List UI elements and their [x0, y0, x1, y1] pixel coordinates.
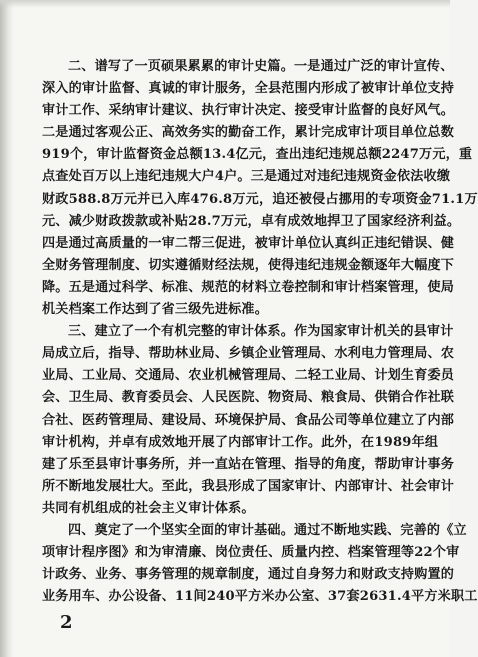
scan-shadow-top [0, 0, 450, 8]
text-line: 审计工作、采纳审计建议、执行审计决定、接受审计监督的良好风气。 [42, 103, 455, 119]
text-line: 深入的审计监督、真诚的审计服务，全县范围内形成了被审计单位支持 [42, 81, 455, 97]
page-number: 2 [60, 612, 73, 633]
text-line: 降。五是通过科学、标准、规范的材料立卷控制和审计档案管理，使局 [42, 279, 455, 295]
text-line: 三、建立了一个有机完整的审计体系。作为国家审计机关的县审计 [68, 324, 454, 340]
text-line: 二、谱写了一页硕果累累的审计史篇。一是通过广泛的审计宣传、 [68, 59, 454, 74]
text-line: 点查处百万以上违纪违规大户4户。三是通过对违纪违规资金依法收缴 [42, 169, 451, 185]
scan-shadow-left [0, 0, 14, 657]
text-line: 局成立后，指导、帮助林业局、乡镇企业管理局、水利电力管理局、农 [42, 346, 455, 362]
text-line: 计政务、业务、事务管理的规章制度，通过自身努力和财政支持购置的 [42, 567, 455, 583]
text-line: 919个，审计监督资金总额13.4亿元，查出违纪违规总额2247万元，重 [42, 147, 473, 163]
text-line: 机关档案工作达到了省三级先进标准。 [42, 302, 268, 318]
text-line: 合社、医药管理局、建设局、环境保护局、食品公司等单位建立了内部 [42, 412, 455, 428]
text-line: 全财务管理制度、切实遵循财经法规，使得违纪违规金额逐年大幅度下 [42, 257, 455, 273]
text-line: 共同有机组成的社会主义审计体系。 [42, 500, 255, 516]
text-line: 二是通过客观公正、高效务实的勤奋工作，累计完成审计项目单位总数 [42, 125, 455, 141]
text-line: 项审计程序图》和为审清廉、岗位责任、质量内控、档案管理等22个审 [42, 545, 460, 561]
body-text [42, 56, 478, 608]
text-line: 财政588.8万元并已入库476.8万元，追还被侵占挪用的专项资金71.1万 [42, 191, 478, 207]
text-line: 业务用车、办公设备、11间240平方米办公室、37套2631.4平方米职工 [42, 589, 478, 605]
text-line: 建了乐至县审计事务所，并一直站在管理、指导的角度，帮助审计事务 [42, 456, 455, 472]
text-line: 四、奠定了一个坚实全面的审计基础。通过不断地实践、完善的《立 [68, 522, 467, 538]
text-line: 会、卫生局、教育委员会、人民医院、物资局、粮食局、供销合作社联 [42, 390, 455, 406]
text-line: 四是通过高质量的一审二帮三促进，被审计单位认真纠正违纪错误、健 [42, 235, 455, 251]
text-line: 审计机构，并卓有成效地开展了内部审计工作。此外，在1989年组 [42, 434, 439, 450]
text-line: 元、减少财政拨款或补贴28.7万元，卓有成效地捍卫了国家经济利益。 [42, 213, 461, 229]
text-line: 业局、工业局、交通局、农业机械管理局、二轻工业局、计划生育委员 [42, 368, 455, 384]
text-line: 所不断地发展壮大。至此，我县形成了国家审计、内部审计、社会审计 [42, 478, 455, 494]
